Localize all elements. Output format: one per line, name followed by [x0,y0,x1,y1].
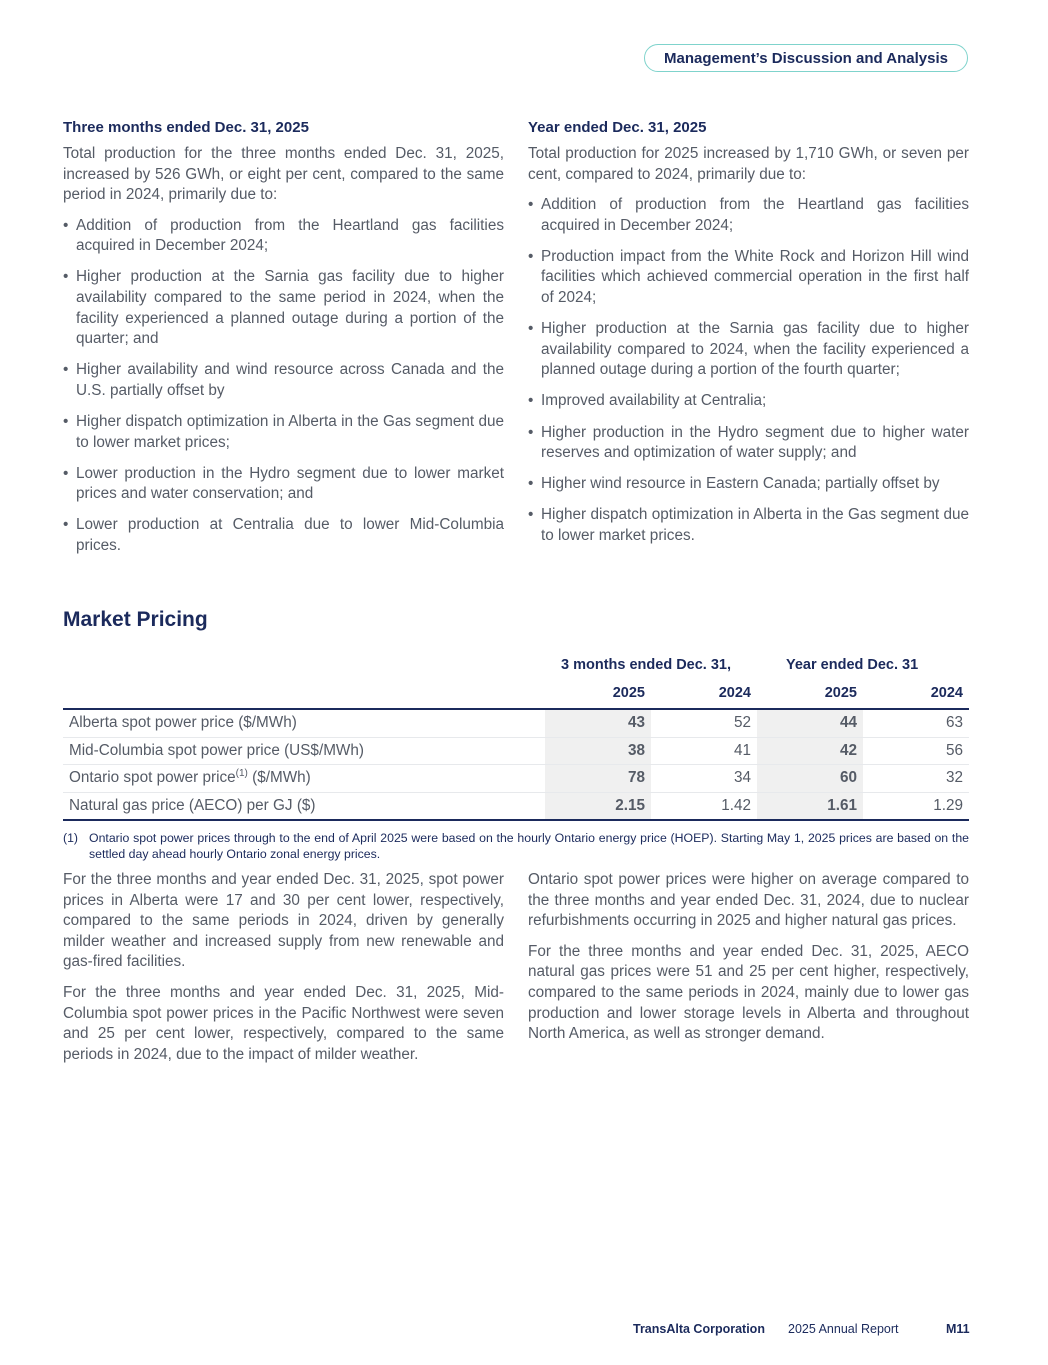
table-row [63,765,969,793]
list-item: • Higher dispatch optimization in Alberta in the Gas segment due to lower market prices. [528,505,969,546]
column-header: 2024 [651,678,757,709]
table-footnote [63,830,969,862]
year-group-header: Year ended Dec. 31 [786,657,919,673]
list-item: • Addition of production from the Heartland gas facilities acquired in December 2024; [63,216,504,257]
quarter-heading: Three months ended Dec. 31, 2025 [63,119,309,136]
cell-value: 38 [545,737,651,765]
cell-value: 1.29 [863,792,969,820]
list-item: • Lower production at Centralia due to lower Mid-Columbia prices. [63,515,504,556]
row-label-unit: ($/MWh) [247,769,311,787]
year-heading: Year ended Dec. 31, 2025 [528,119,707,136]
list-item: • Lower production in the Hydro segment due to lower market prices and water conservation; and [63,464,504,505]
quarter-production-column [63,118,504,567]
cell-value: 43 [545,709,651,737]
row-label-text: Ontario spot power price [69,769,236,787]
cell-value: 34 [651,765,757,793]
year-intro: Total production for 2025 increased by 1,710 GWh, or seven per cent, compared to 2024, primarily due to: [528,145,969,183]
cell-value: 32 [863,765,969,793]
footnote-reference: (1) [235,768,248,780]
section-label: Management’s Discussion and Analysis [644,44,968,72]
list-item: • Higher availability and wind resource across Canada and the U.S. partially offset by [63,360,504,401]
table-row [63,709,969,737]
list-item: • Addition of production from the Heartland gas facilities acquired in December 2024; [528,195,969,236]
list-item: • Higher dispatch optimization in Alberta in the Gas segment due to lower market prices; [63,412,504,453]
commentary-paragraph: For the three months and year ended Dec. 31, 2025, AECO natural gas prices were 51 and 25 per cent higher, respectively, compared to the same periods in 2024, mainly due to lower gas production and lower storage levels in Alberta and throughout North America, as well as stronger demand. [528,942,969,1043]
column-header: 2025 [545,678,651,709]
quarter-bullet-list [63,216,504,557]
commentary-paragraph: Ontario spot power prices were higher on average compared to the three months and year ended Dec. 31, 2024, due to nuclear refurbishments occurring in 2025 and higher natural gas prices. [528,871,969,930]
list-item: • Higher wind resource in Eastern Canada; partially offset by [528,474,969,495]
cell-value: 41 [651,737,757,765]
cell-value: 60 [757,765,863,793]
row-label: Mid-Columbia spot power price (US$/MWh) [63,737,545,765]
commentary-paragraph: For the three months and year ended Dec. 31, 2025, spot power prices in Alberta were 17 and 30 per cent lower, respectively, compared to the same periods in 2024, driven by generally milder weather and increased supply from new renewable and gas-fired facilities. [63,871,504,971]
column-header: 2024 [863,678,969,709]
row-label [63,765,545,793]
cell-value: 1.42 [651,792,757,820]
cell-value: 56 [863,737,969,765]
cell-value: 44 [757,709,863,737]
commentary-paragraph: For the three months and year ended Dec. 31, 2025, Mid-Columbia spot power prices in the Pacific Northwest were seven and 25 per cent lower, respectively, compared to the same periods in 2024, due to the impact of milder weather. [63,983,504,1063]
year-production-column [528,118,969,557]
commentary-right-column [528,870,969,1055]
page-number: M11 [946,1322,970,1336]
footnote-text: Ontario spot power prices through to the end of April 2025 were based on the hourly Ontario energy price (HOEP). Starting May 1, 2025 prices are based on the settled day ahead hourly Ontario zonal energy prices. [89,831,969,861]
list-item: • Higher production in the Hydro segment due to higher water reserves and optimization of water supply; and [528,423,969,464]
cell-value: 78 [545,765,651,793]
table-row [63,792,969,820]
footer-report: 2025 Annual Report [788,1322,899,1336]
market-pricing-title: Market Pricing [63,608,208,631]
cell-value: 1.61 [757,792,863,820]
list-item: • Production impact from the White Rock and Horizon Hill wind facilities which achieved commercial operation in the first half of 2024; [528,247,969,309]
quarter-group-header: 3 months ended Dec. 31, [561,657,732,673]
table-row [63,737,969,765]
column-header: 2025 [757,678,863,709]
quarter-intro: Total production for the three months ended Dec. 31, 2025, increased by 526 GWh, or eight per cent, compared to the same period in 2024, primarily due to: [63,145,504,204]
list-item: • Higher production at the Sarnia gas facility due to higher availability compared to the same period in 2024, when the facility experienced a planned outage during a portion of the quarter; and [63,267,504,349]
table-corner [63,678,545,709]
cell-value: 63 [863,709,969,737]
cell-value: 42 [757,737,863,765]
footnote-marker: (1) [63,831,79,845]
list-item: • Improved availability at Centralia; [528,391,969,412]
cell-value: 52 [651,709,757,737]
table-corner [63,652,545,678]
year-bullet-list [528,195,969,546]
commentary-left-column [63,870,504,1075]
row-label: Natural gas price (AECO) per GJ ($) [63,792,545,820]
market-pricing-table [63,652,969,821]
cell-value: 2.15 [545,792,651,820]
footer-company: TransAlta Corporation [633,1322,765,1336]
row-label: Alberta spot power price ($/MWh) [63,709,545,737]
list-item: • Higher production at the Sarnia gas facility due to higher availability compared to 2024, when the facility experienced a planned outage during a portion of the fourth quarter; [528,319,969,381]
